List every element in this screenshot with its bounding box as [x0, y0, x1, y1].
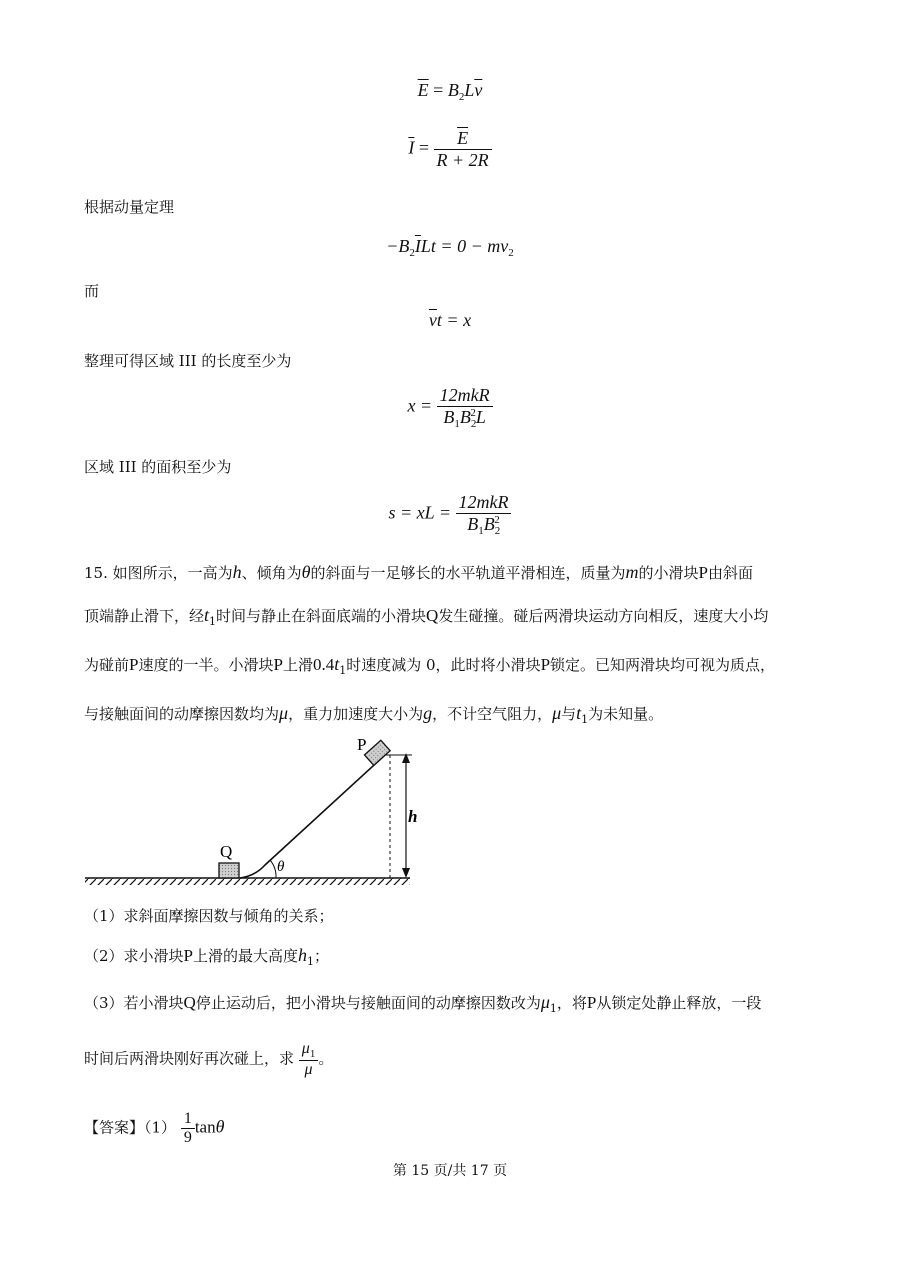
- ground-hatch: [85, 878, 410, 885]
- subquestion-1: （1）求斜面摩擦因数与倾角的关系；: [84, 907, 334, 925]
- equation-area-s: s = xL = $\frac{\text{12mkR}}{B_1B_2^2}$: [0, 492, 900, 537]
- incline-figure: [80, 735, 420, 890]
- subquestion-3: （3）若小滑块Q停止运动后，把小滑块与接触面间的动摩擦因数改为$\mu_1$，将P从锁定处静止释放，一段: [84, 992, 762, 1015]
- label-Q: Q: [220, 842, 233, 861]
- block-Q: [219, 863, 239, 878]
- angle-arc: [270, 860, 276, 878]
- label-P: P: [357, 735, 367, 754]
- subquestion-3-cont: 时间后两滑块刚好再次碰上，求 $\frac{\mu_1}{\mu}$ 。: [84, 1040, 334, 1078]
- page-footer: 第 15 页/共 17 页: [392, 1163, 508, 1179]
- equation-momentum: $-B_2\overline{I}Lt = 0 - mv_2$: [386, 236, 514, 259]
- text-area: 区域 III 的面积至少为: [84, 458, 232, 476]
- equation-current-average: $\overline{I}$ = $\frac{\overline{E}}{R + 2R}$: [0, 128, 900, 171]
- arrow-head-bottom: [402, 868, 410, 878]
- label-theta: θ: [277, 859, 285, 875]
- equation-displacement: $\overline{v}t = x$: [428, 310, 472, 330]
- answer-line: 【答案】（1） $\frac{1}{9}$ tanθ: [84, 1110, 225, 1146]
- text-and: 而: [84, 282, 100, 300]
- equation-length-x: x = $\frac{\text{12mkR}}{B_1B_2^2L}$: [0, 385, 900, 430]
- label-h: h: [408, 807, 418, 826]
- text-momentum-theorem: 根据动量定理: [84, 198, 175, 216]
- equation-emf-average: $\overline{E} = B_2L\overline{v}$: [417, 80, 483, 103]
- block-P: [364, 740, 390, 765]
- incline-surface: [240, 755, 385, 878]
- subquestion-2: （2）求小滑块P上滑的最大高度$h_1$；: [84, 945, 330, 968]
- text-organize: 整理可得区域 III 的长度至少为: [84, 352, 292, 370]
- problem-15-text: 15. 如图所示，一高为h、倾角为θ的斜面与一足够长的水平轨道平滑相连，质量为m的小滑块P由斜面 顶端静止滑下，经$t_1$时间与静止在斜面底端的小滑块Q发生碰撞。碰后两滑块运动方向相反，速度大小均 为碰前P速度的一半。小滑块P上滑$0.4t_1$时速度减为 0，此时将小滑块P锁定。已知两滑块均可视为质点， 与接触面间的动摩擦因数均为μ，重力加速度大小为g，不计空气阻力，μ与$t_1$为未知量。: [84, 562, 776, 726]
